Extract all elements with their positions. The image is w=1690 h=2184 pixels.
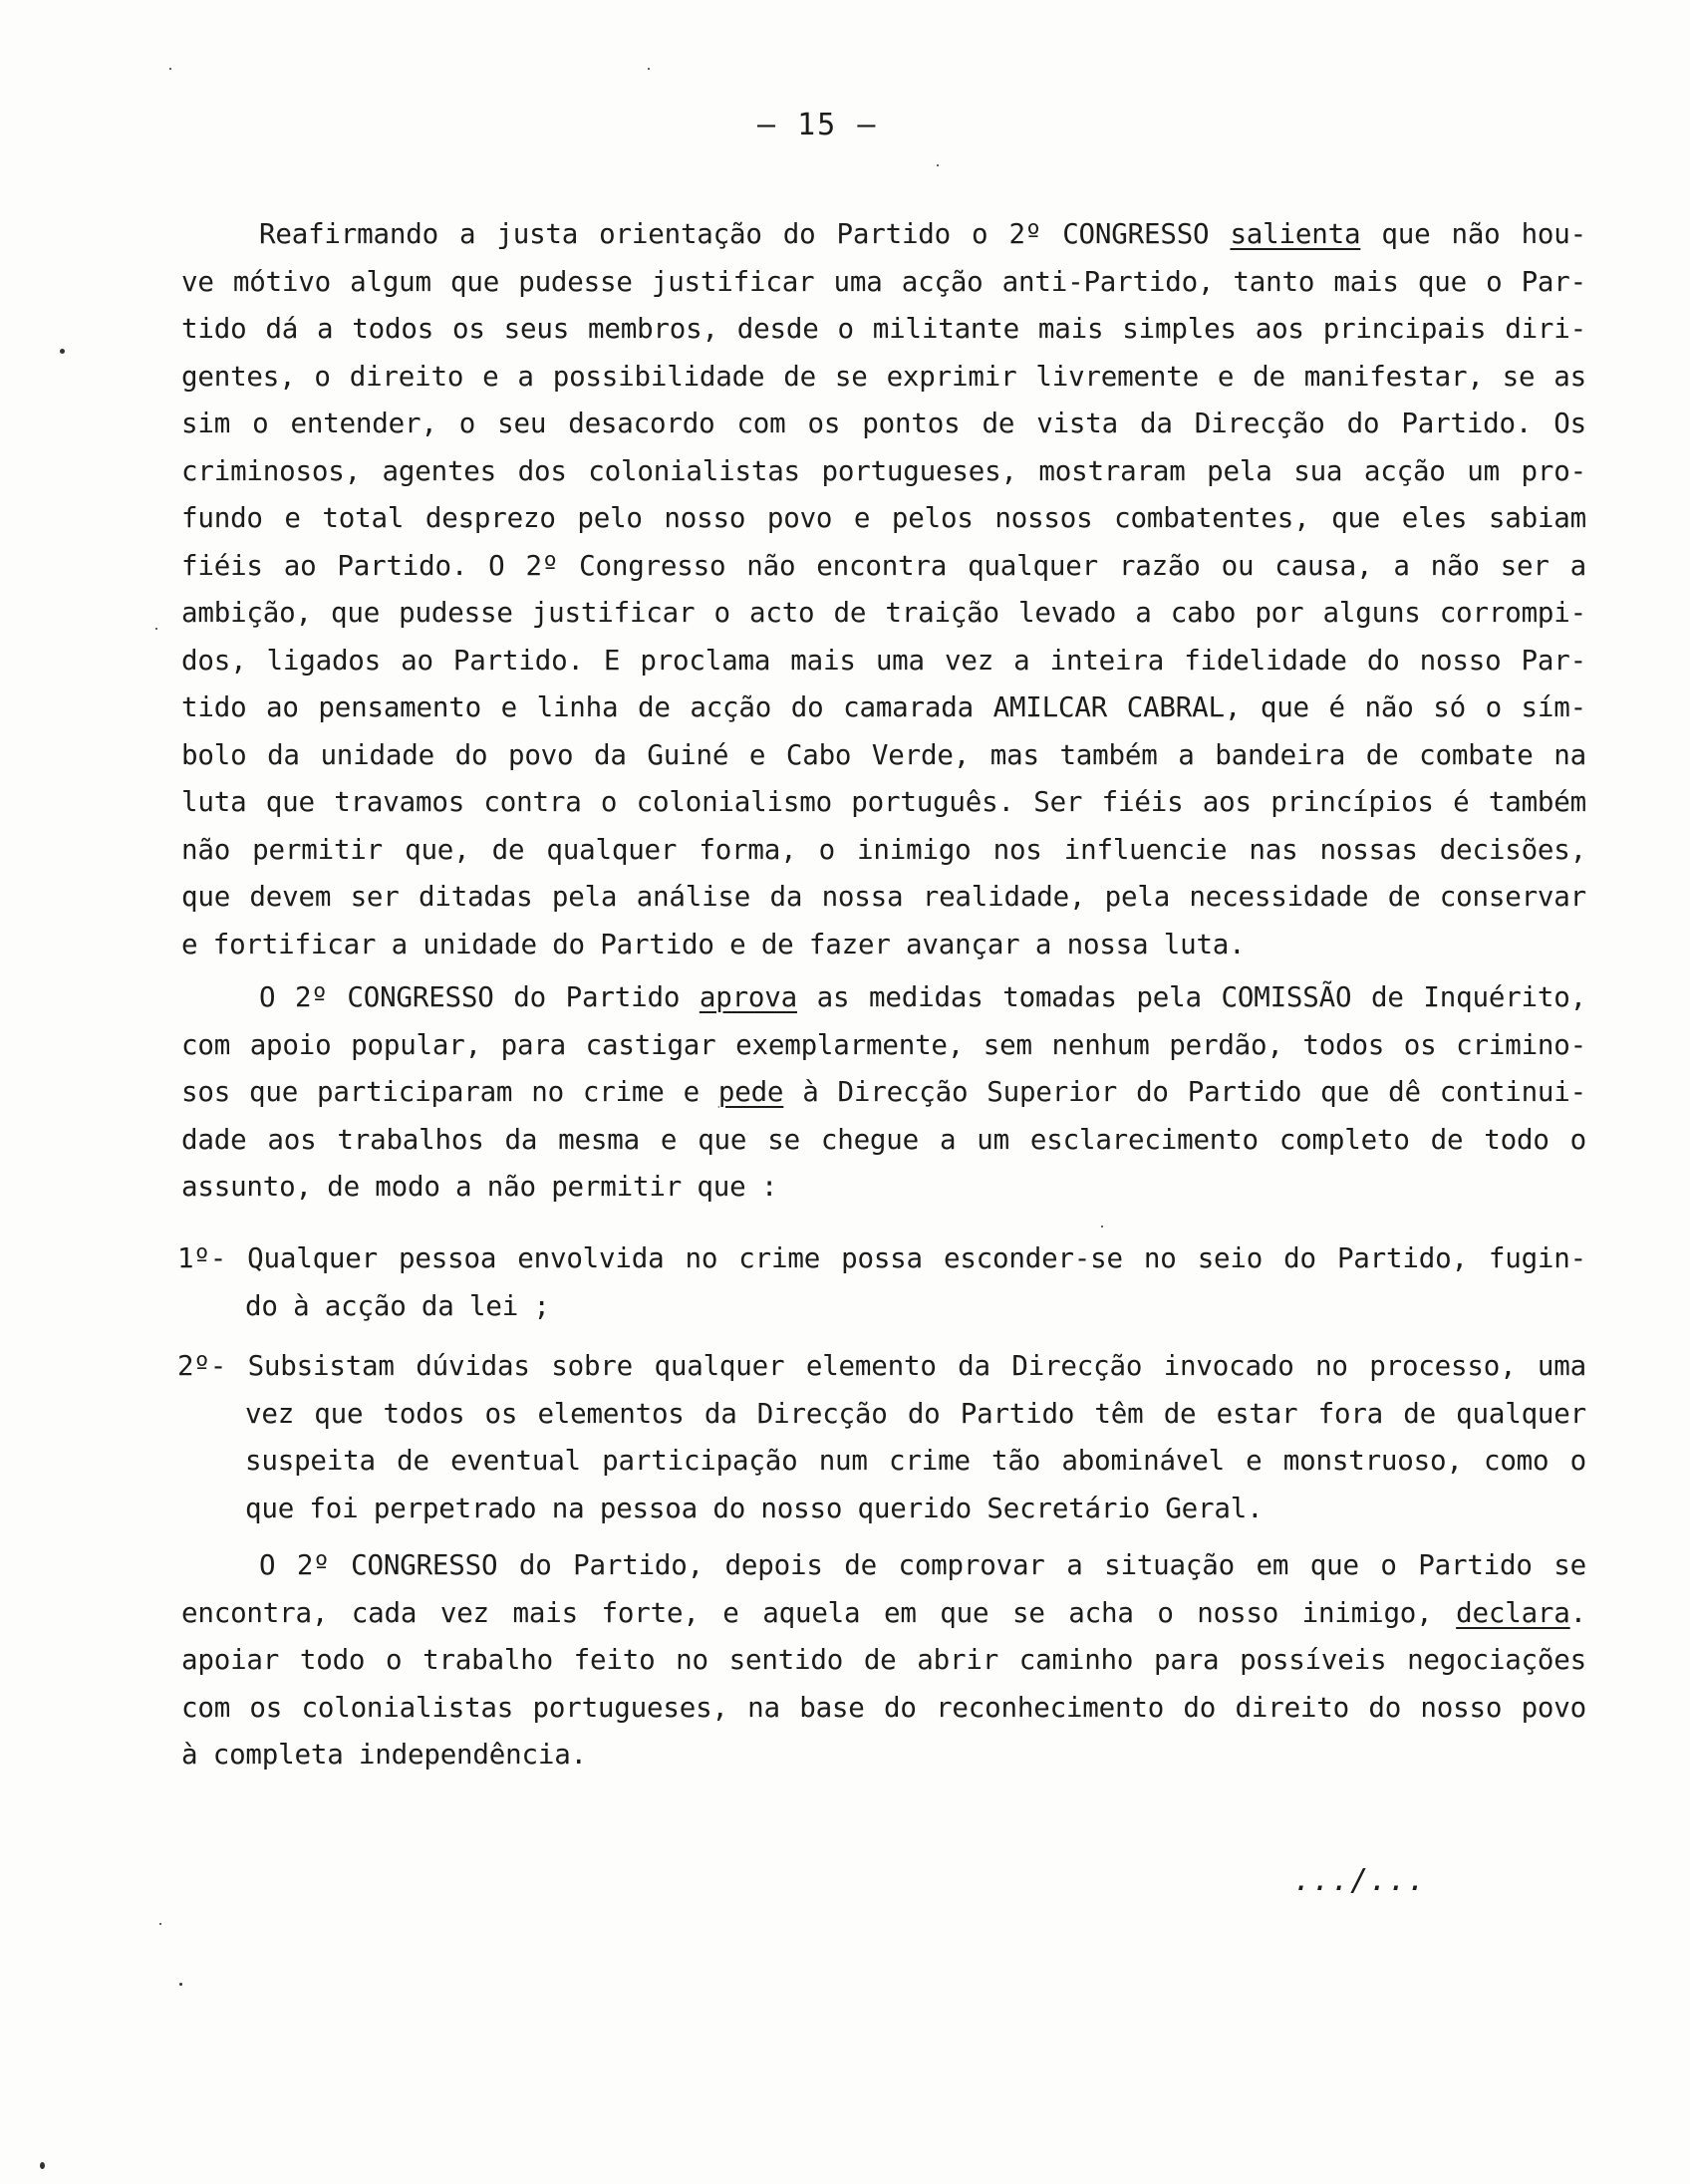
paragraph-line: O 2º CONGRESSO do Partido aprova as medidas tomadas pela COMISSÃO de Inquérito, [259,981,1586,1013]
paragraph-line: encontra, cada vez mais forte, e aquela em que se acha o nosso inimigo, declara. [181,1596,1586,1629]
paragraph-line: tido dá a todos os seus membros, desde o militante mais simples aos principais diri- [181,313,1586,345]
underlined-word-declara: declara [1456,1596,1570,1629]
scan-speck [40,2162,45,2169]
paragraph-line: com apoio popular, para castigar exemplarmente, sem nenhum perdão, todos os crimino- [181,1028,1586,1061]
scan-speck [179,1983,182,1986]
paragraph-line: e fortificar a unidade do Partido e de fazer avançar a nossa luta. [181,928,1246,960]
scan-speck [937,164,939,166]
page-number-line [757,108,877,142]
list-item-line: vez que todos os elementos da Direcção do Partido têm de estar fora de qualquer [245,1397,1586,1430]
paragraph-line: assunto, de modo a não permitir que : [181,1171,778,1203]
paragraph-line: à completa independência. [181,1739,587,1771]
scan-speck [1101,1226,1103,1228]
list-item-line: 1º- Qualquer pessoa envolvida no crime possa esconder-se no seio do Partido, fugin- [177,1242,1587,1274]
paragraph-line: Reafirmando a justa orientação do Partido o 2º CONGRESSO salienta que não hou- [259,218,1586,250]
paragraph-line: não permitir que, de qualquer forma, o inimigo nos influencie nas nossas decisões, [181,833,1586,866]
paragraph-line: bolo da unidade do povo da Guiné e Cabo Verde, mas também a bandeira de combate na [181,738,1586,771]
underlined-word-aprova: aprova [699,981,797,1013]
paragraph-line: O 2º CONGRESSO do Partido, depois de comprovar a situação em que o Partido se [259,1549,1586,1581]
underlined-word-pede: pede [717,1076,784,1108]
paragraph-line: dade aos trabalhos da mesma e que se chegue a um esclarecimento completo de todo o [181,1123,1586,1156]
scan-speck [648,68,650,70]
scan-speck [60,349,65,354]
list-item-1 [177,1235,1586,1330]
paragraph-line: dos, ligados ao Partido. E proclama mais uma vez a inteira fidelidade do nosso Par- [181,644,1586,677]
paragraph-aprova [181,974,1586,1212]
underlined-word-salienta: salienta [1230,218,1361,250]
paragraph-line: sos que participaram no crime e pede à Direcção Superior do Partido que dê continui- [181,1076,1587,1108]
paragraph-line: luta que travamos contra o colonialismo português. Ser fiéis aos princípios é também [181,786,1586,818]
list-item-line: suspeita de eventual participação num crime tão abominável e monstruoso, como o [245,1445,1586,1477]
page-number: 15 [797,108,838,142]
paragraph-line: fiéis ao Partido. O 2º Congresso não encontra qualquer razão ou causa, a não ser a [181,549,1586,582]
paragraph-line: tido ao pensamento e linha de acção do camarada AMILCAR CABRAL, que é não só o sím- [181,691,1586,723]
paragraph-line: com os colonialistas portugueses, na base do reconhecimento do direito do nosso povo [181,1691,1586,1724]
paragraph-line: que devem ser ditadas pela análise da nossa realidade, pela necessidade de conservar [181,881,1586,913]
paragraph-line: gentes, o direito e a possibilidade de se exprimir livremente e de manifestar, se as [181,360,1586,393]
paragraph-line: sim o entender, o seu desacordo com os pontos de vista da Direcção do Partido. Os [181,408,1586,439]
scan-speck [169,68,171,70]
paragraph-line: fundo e total desprezo pelo nosso povo e pelos nossos combatentes, que eles sabiam [181,502,1586,534]
list-item-2 [177,1343,1586,1532]
paragraph-line: ambição, que pudesse justificar o acto de traição levado a cabo por alguns corrompi- [181,597,1586,629]
list-marker: 1º- [177,1242,227,1274]
list-item-line: do à acção da lei ; [245,1289,550,1322]
paragraph-reafirmando [181,211,1586,968]
list-marker: 2º- [177,1350,227,1382]
paragraph-declara [181,1542,1586,1779]
list-item-line: que foi perpetrado na pessoa do nosso querido Secretário Geral. [245,1492,1264,1524]
page-number-prefix: – [757,108,778,142]
paragraph-line: criminosos, agentes dos colonialistas portugueses, mostraram pela sua acção um pro- [181,454,1586,487]
paragraph-line: ve mótivo algum que pudesse justificar uma acção anti-Partido, tanto mais que o Par- [181,265,1586,298]
scan-speck [155,628,157,630]
page-number-suffix: – [857,108,878,142]
scan-speck [159,1923,161,1925]
list-item-line: 2º- Subsistam dúvidas sobre qualquer elemento da Direcção invocado no processo, uma [177,1350,1586,1382]
continuation-mark: .../... [1293,1863,1427,1898]
paragraph-line: apoiar todo o trabalho feito no sentido de abrir caminho para possíveis negociações [181,1644,1586,1676]
